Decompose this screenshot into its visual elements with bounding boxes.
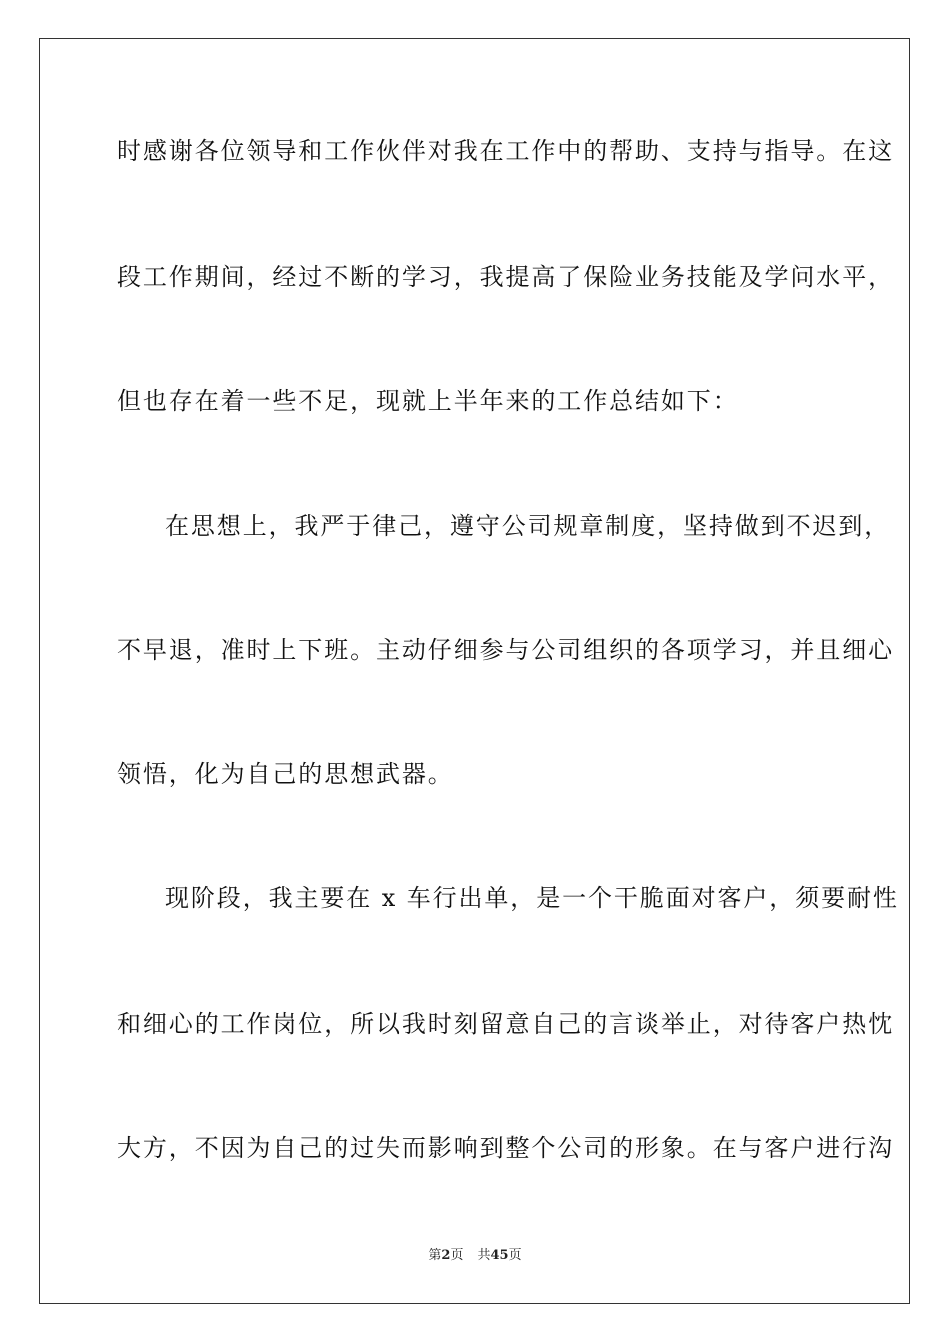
paragraph-first-line: 在思想上，我严于律己，遵守公司规章制度，坚持做到不迟到，: [165, 512, 891, 540]
page-label-suffix: 页: [450, 1248, 464, 1263]
page-border: [39, 38, 910, 1304]
body-text-line: 大方，不因为自己的过失而影响到整个公司的形象。在与客户进行沟: [117, 1134, 894, 1162]
page-footer: [0, 1247, 950, 1265]
body-text-line: 时感谢各位领导和工作伙伴对我在工作中的帮助、支持与指导。在这: [117, 137, 894, 165]
paragraph-first-line: 现阶段，我主要在 x 车行出单，是一个干脆面对客户，须要耐性: [165, 884, 899, 912]
body-text-line: 段工作期间，经过不断的学习，我提高了保险业务技能及学问水平，: [117, 263, 894, 291]
body-text-line: 领悟，化为自己的思想武器。: [117, 760, 454, 788]
total-label-suffix: 页: [508, 1248, 522, 1263]
body-text-line: 不早退，准时上下班。主动仔细参与公司组织的各项学习，并且细心: [117, 636, 894, 664]
body-text-line: 和细心的工作岗位，所以我时刻留意自己的言谈举止，对待客户热忱: [117, 1010, 894, 1038]
total-label-prefix: 共: [477, 1248, 491, 1263]
page-number: 2: [441, 1248, 451, 1263]
page-label-prefix: 第: [428, 1248, 442, 1263]
body-text-line: 但也存在着一些不足，现就上半年来的工作总结如下：: [117, 387, 739, 415]
total-pages: 45: [490, 1248, 509, 1263]
